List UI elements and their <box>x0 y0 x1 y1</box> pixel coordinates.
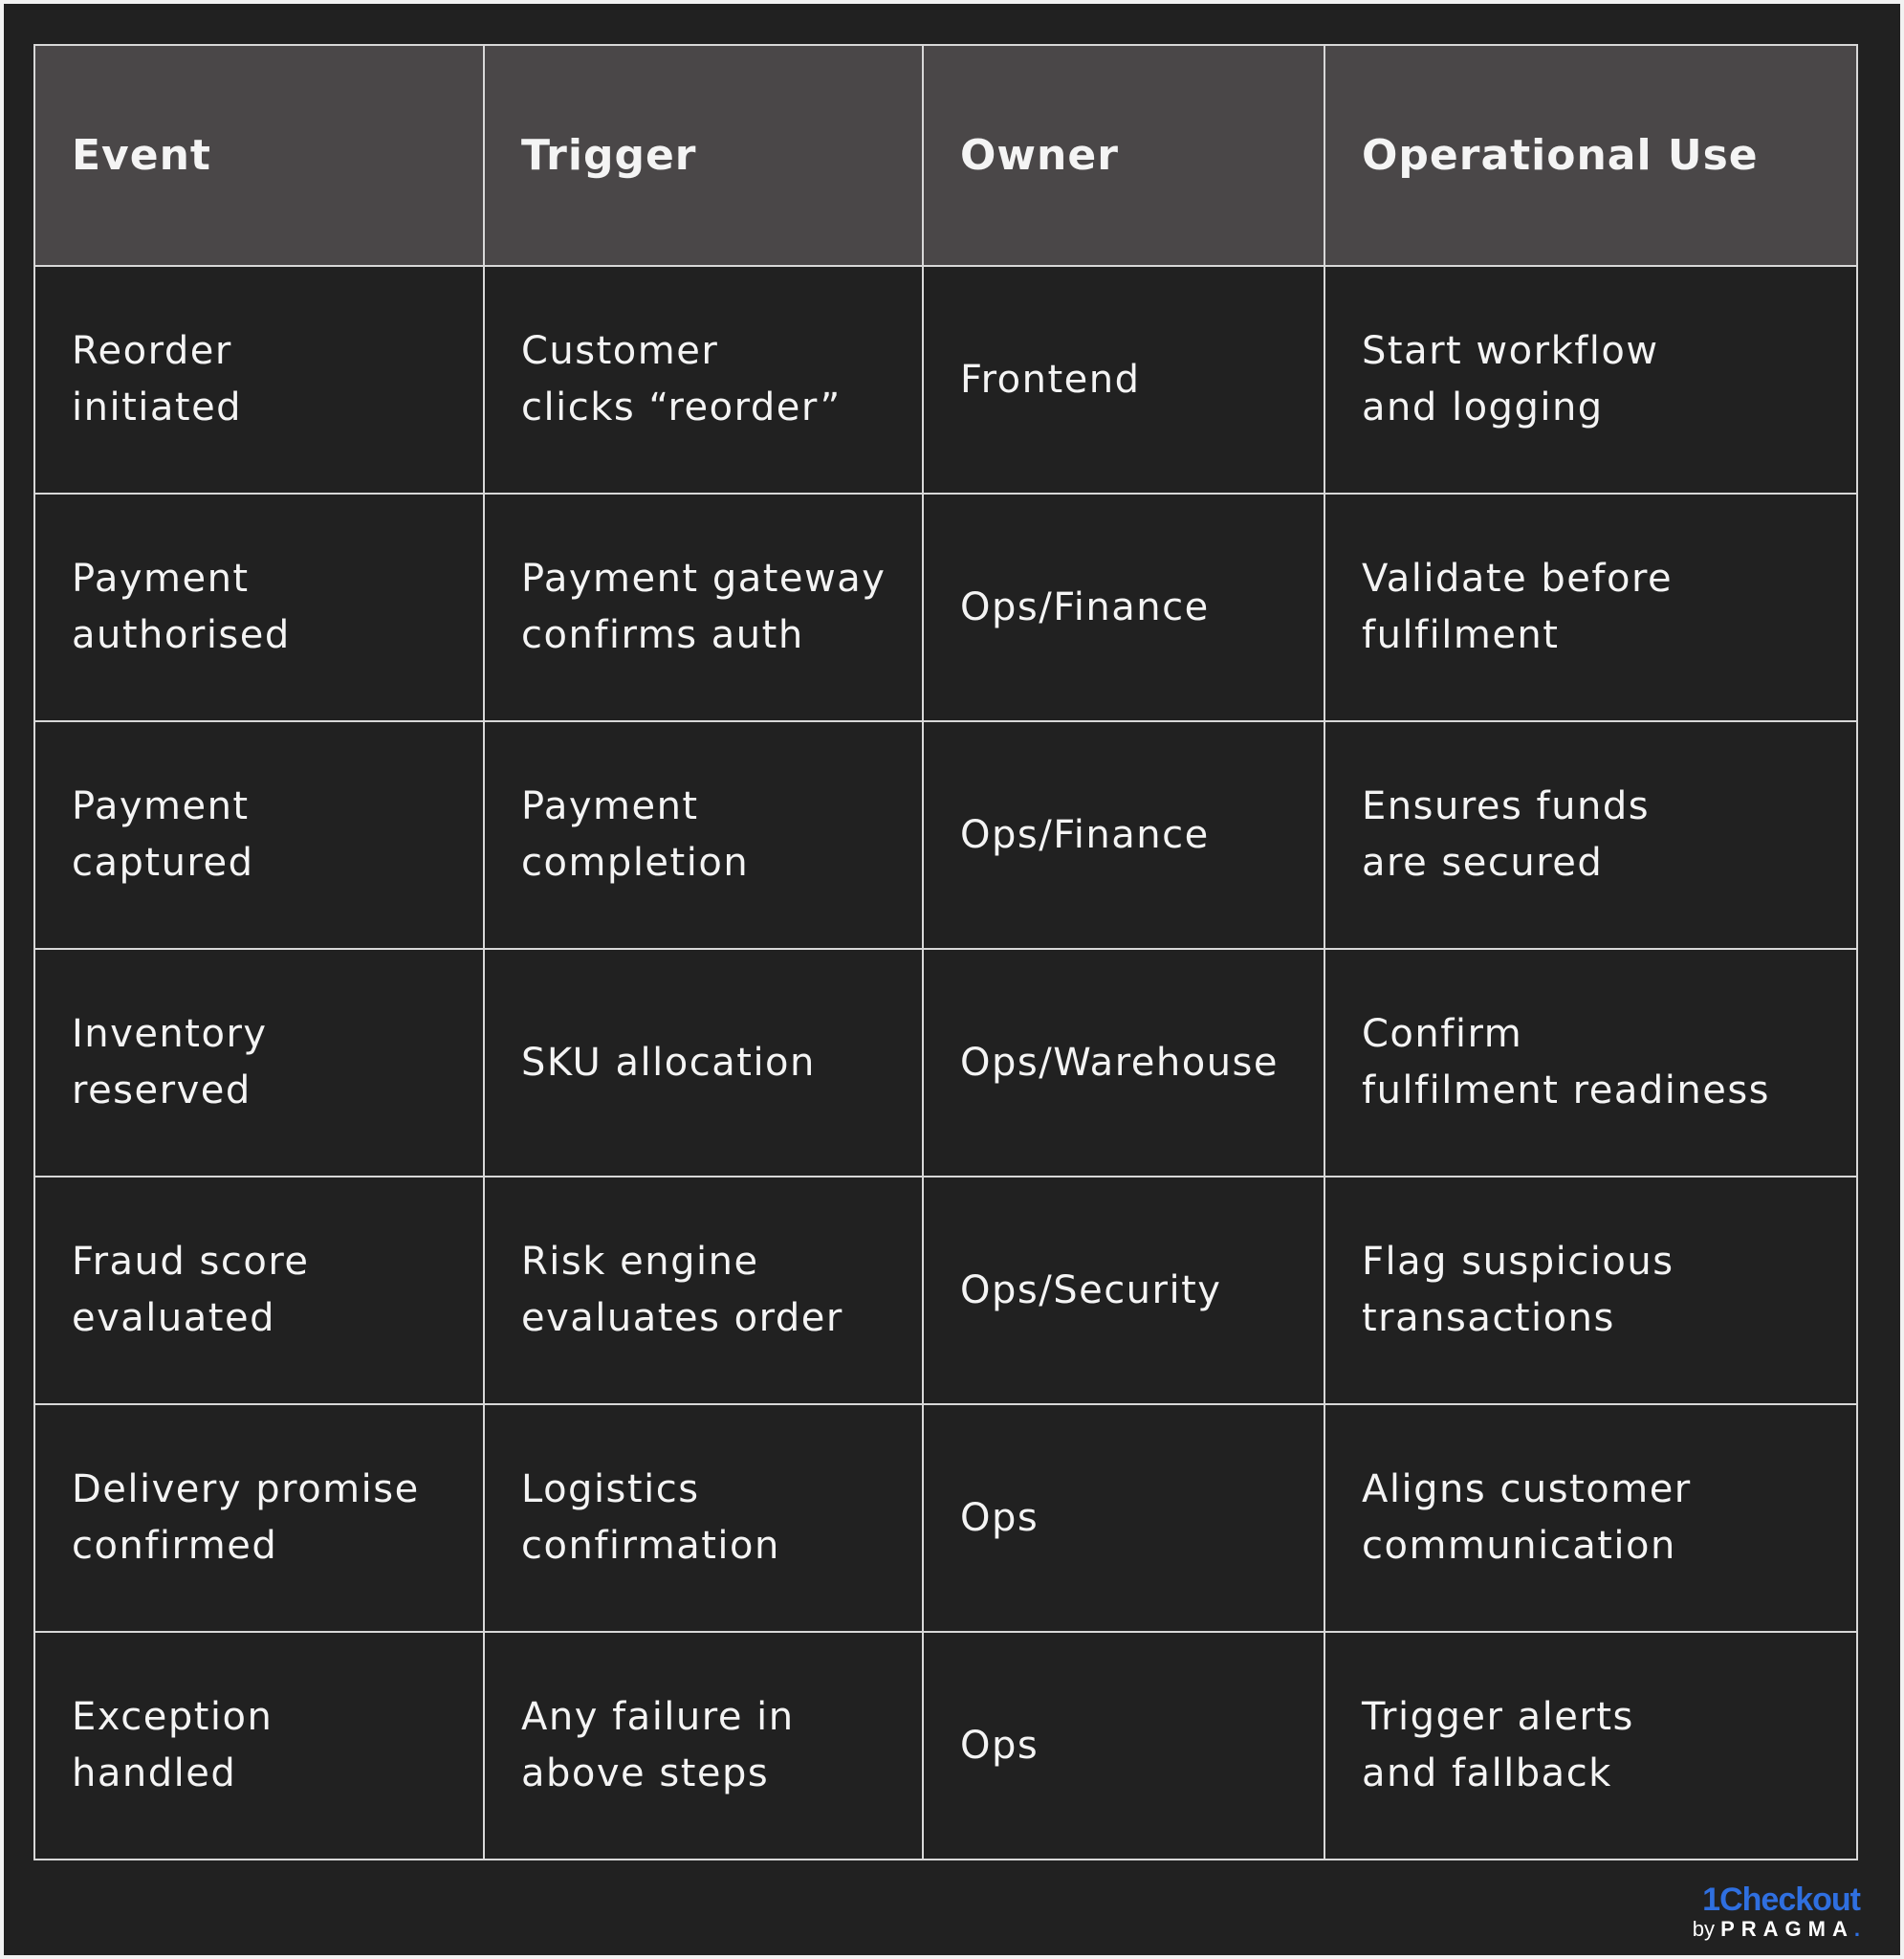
cell-text: Reorder initiated <box>72 329 243 429</box>
cell-text: Ops/Warehouse <box>960 1040 1279 1085</box>
cell-trigger <box>484 1404 923 1632</box>
cell-event <box>34 1632 484 1860</box>
header-operational-use: Operational Use <box>1324 45 1857 266</box>
cell-operational-use <box>1324 266 1857 494</box>
cell-owner <box>923 1632 1324 1860</box>
cell-operational-use <box>1324 1177 1857 1404</box>
table-row <box>34 266 1857 494</box>
table-row <box>34 949 1857 1177</box>
cell-text: Aligns customer communication <box>1362 1467 1692 1568</box>
cell-text: Inventory reserved <box>72 1012 268 1112</box>
cell-text: Validate before fulfilment <box>1362 557 1674 657</box>
cell-text: Start workflow and logging <box>1362 329 1659 429</box>
cell-trigger <box>484 1632 923 1860</box>
table-row <box>34 1632 1857 1860</box>
cell-text: Payment gateway confirms auth <box>521 557 886 657</box>
cell-event <box>34 1404 484 1632</box>
header-event: Event <box>34 45 484 266</box>
cell-trigger <box>484 721 923 949</box>
cell-text: Payment captured <box>72 784 254 885</box>
cell-text: Ops <box>960 1723 1040 1768</box>
cell-event <box>34 949 484 1177</box>
cell-owner <box>923 1177 1324 1404</box>
cell-text: Customer clicks “reorder” <box>521 329 842 429</box>
cell-operational-use <box>1324 721 1857 949</box>
brand-logo <box>1693 1882 1860 1942</box>
cell-text: SKU allocation <box>521 1040 816 1085</box>
header-row <box>34 45 1857 266</box>
cell-text: Risk engine evaluates order <box>521 1240 843 1340</box>
header-trigger: Trigger <box>484 45 923 266</box>
cell-trigger <box>484 949 923 1177</box>
cell-owner <box>923 1404 1324 1632</box>
cell-operational-use <box>1324 949 1857 1177</box>
table-row <box>34 494 1857 721</box>
cell-owner <box>923 266 1324 494</box>
cell-event <box>34 494 484 721</box>
events-table <box>33 44 1858 1860</box>
header-owner: Owner <box>923 45 1324 266</box>
logo-by: by <box>1692 1917 1715 1941</box>
cell-operational-use <box>1324 1404 1857 1632</box>
cell-text: Confirm fulfilment readiness <box>1362 1012 1771 1112</box>
cell-text: Payment authorised <box>72 557 291 657</box>
table-row <box>34 1404 1857 1632</box>
logo-byline <box>1693 1917 1860 1942</box>
cell-operational-use <box>1324 494 1857 721</box>
cell-trigger <box>484 266 923 494</box>
cell-text: Payment completion <box>521 784 750 885</box>
cell-owner <box>923 494 1324 721</box>
cell-operational-use <box>1324 1632 1857 1860</box>
cell-text: Fraud score evaluated <box>72 1240 310 1340</box>
cell-text: Any failure in above steps <box>521 1695 795 1795</box>
table-row <box>34 721 1857 949</box>
cell-event <box>34 721 484 949</box>
cell-text: Ops/Finance <box>960 584 1210 629</box>
cell-trigger <box>484 1177 923 1404</box>
cell-event <box>34 1177 484 1404</box>
cell-text: Ops <box>960 1495 1040 1540</box>
cell-owner <box>923 721 1324 949</box>
cell-text: Exception handled <box>72 1695 274 1795</box>
cell-event <box>34 266 484 494</box>
cell-text: Delivery promise confirmed <box>72 1467 420 1568</box>
logo-brand: 1Checkout <box>1702 1882 1860 1918</box>
cell-text: Trigger alerts and fallback <box>1362 1695 1634 1795</box>
cell-text: Frontend <box>960 357 1141 402</box>
table-row <box>34 1177 1857 1404</box>
cell-text: Flag suspicious transactions <box>1362 1240 1674 1340</box>
logo-dot: . <box>1853 1917 1860 1941</box>
cell-text: Ensures funds are secured <box>1362 784 1651 885</box>
cell-text: Ops/Security <box>960 1267 1222 1312</box>
cell-text: Logistics confirmation <box>521 1467 780 1568</box>
logo-company: PRAGMA <box>1720 1917 1854 1941</box>
cell-owner <box>923 949 1324 1177</box>
cell-trigger <box>484 494 923 721</box>
cell-text: Ops/Finance <box>960 812 1210 857</box>
